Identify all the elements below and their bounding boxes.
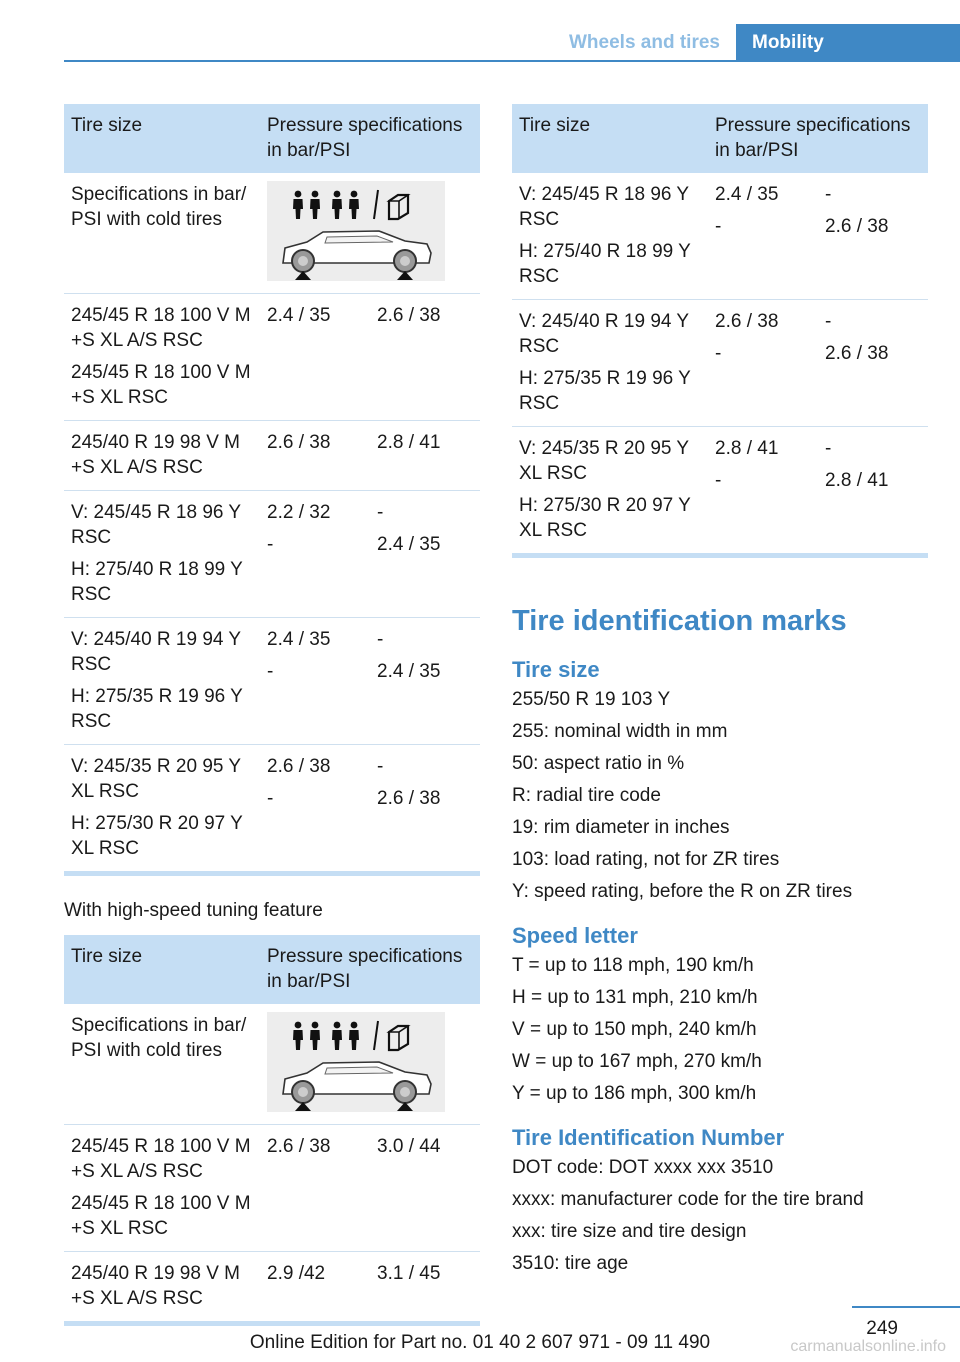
table-row: 245/40 R 19 98 V M +S XL A/S RSC 2.9 /42 3.1 / 45 bbox=[64, 1252, 480, 1322]
table-row: 245/45 R 18 100 V M +S XL A/S RSC 245/45 R 18 100 V M +S XL RSC 2.4 / 35 2.6 / 38 bbox=[64, 294, 480, 421]
list-item: 50: aspect ratio in % bbox=[512, 753, 685, 774]
list-item: DOT code: DOT xxxx xxx 3510 bbox=[512, 1157, 774, 1178]
spec-label: Specifications in bar/ PSI with cold tires bbox=[71, 1015, 247, 1061]
table-header-row bbox=[64, 935, 480, 1004]
table-row: V: 245/35 R 20 95 Y XL RSC H: 275/30 R 20 97 Y XL RSC 2.6 / 38 - - 2.6 / 38 bbox=[64, 745, 480, 872]
list-item: R: radial tire code bbox=[512, 785, 661, 806]
table-row: V: 245/40 R 19 94 Y RSC H: 275/35 R 19 96 Y RSC 2.6 / 38 - - 2.6 / 38 bbox=[512, 300, 928, 427]
table-row: V: 245/45 R 18 96 Y RSC H: 275/40 R 18 99 Y RSC 2.4 / 35 - - 2.6 / 38 bbox=[519, 184, 889, 287]
header-rule bbox=[64, 60, 960, 62]
footer-rule bbox=[852, 1306, 960, 1308]
table-row: 245/40 R 19 98 V M +S XL A/S RSC 2.6 / 38 2.8 / 41 bbox=[64, 421, 480, 491]
list-item: W = up to 167 mph, 270 km/h bbox=[512, 1051, 762, 1072]
header-section-title: Wheels and tires bbox=[569, 32, 720, 53]
list-item: V = up to 150 mph, 240 km/h bbox=[512, 1019, 757, 1040]
list-item: 3510: tire age bbox=[512, 1253, 629, 1274]
page-number: 249 bbox=[866, 1318, 898, 1339]
table-row: V: 245/45 R 18 96 Y RSC H: 275/40 R 18 99 Y RSC 2.2 / 32 - - 2.4 / 35 bbox=[64, 491, 480, 618]
tin-list bbox=[512, 1152, 928, 1280]
header-tire-size: Tire size bbox=[64, 935, 260, 1004]
speed-letter-list bbox=[512, 950, 928, 1110]
header-pressure: Pressure specifications in bar/PSI bbox=[260, 104, 480, 173]
list-item: T = up to 118 mph, 190 km/h bbox=[512, 955, 754, 976]
list-item: Y = up to 186 mph, 300 km/h bbox=[512, 1083, 757, 1104]
table-end-rule bbox=[64, 1321, 480, 1326]
subsection-speed-letter: Speed letter bbox=[512, 923, 638, 948]
caption-high-speed: With high-speed tuning feature bbox=[64, 900, 323, 921]
header-tire-size: Tire size bbox=[64, 104, 260, 173]
table-header-row bbox=[512, 104, 928, 173]
table-end-rule bbox=[512, 553, 928, 558]
list-item: xxxx: manufacturer code for the tire brand bbox=[512, 1189, 864, 1210]
pressure-table-1 bbox=[64, 104, 480, 871]
tire-size-list bbox=[512, 684, 928, 908]
table-row: V: 245/35 R 20 95 Y XL RSC H: 275/30 R 20 97 Y XL RSC 2.8 / 41 - - 2.8 / 41 bbox=[512, 427, 928, 554]
pressure-table-3 bbox=[512, 104, 928, 553]
list-item: xxx: tire size and tire design bbox=[512, 1221, 747, 1242]
list-item: 19: rim diameter in inches bbox=[512, 817, 730, 838]
list-item: 255: nominal width in mm bbox=[512, 721, 728, 742]
watermark: carmanualsonline.info bbox=[790, 1338, 946, 1355]
footer-edition: Online Edition for Part no. 01 40 2 607 971 - 09 11 490 bbox=[249, 1332, 711, 1353]
table-row: 245/45 R 18 100 V M +S XL A/S RSC 245/45 R 18 100 V M +S XL RSC 2.6 / 38 3.0 / 44 bbox=[64, 1125, 480, 1252]
subsection-tire-size: Tire size bbox=[512, 657, 600, 682]
header-pressure: Pressure specifications in bar/PSI bbox=[260, 935, 480, 1004]
table-end-rule bbox=[64, 871, 480, 876]
list-item: H = up to 131 mph, 210 km/h bbox=[512, 987, 758, 1008]
pressure-table-2 bbox=[64, 935, 480, 1321]
right-column bbox=[512, 104, 928, 1280]
header-tire-size: Tire size bbox=[512, 104, 708, 173]
table-row bbox=[64, 1004, 480, 1125]
list-item: Y: speed rating, before the R on ZR tires bbox=[512, 881, 853, 902]
table-row: V: 245/40 R 19 94 Y RSC H: 275/35 R 19 96 Y RSC 2.4 / 35 - - 2.4 / 35 bbox=[64, 618, 480, 745]
table-row bbox=[64, 173, 480, 294]
list-item: 103: load rating, not for ZR tires bbox=[512, 849, 780, 870]
occupants-luggage-car-icon bbox=[267, 1012, 445, 1112]
header-pressure: Pressure specifications in bar/PSI bbox=[708, 104, 928, 173]
occupants-luggage-car-icon bbox=[267, 181, 445, 281]
header-chapter-tab: Mobility bbox=[736, 24, 960, 62]
list-item: 255/50 R 19 103 Y bbox=[512, 689, 671, 710]
left-column bbox=[64, 104, 480, 1326]
spec-label: Specifications in bar/ PSI with cold tires bbox=[71, 184, 247, 230]
table-header-row bbox=[64, 104, 480, 173]
subsection-tin: Tire Identification Number bbox=[512, 1125, 785, 1150]
section-title: Tire identification marks bbox=[512, 605, 847, 637]
